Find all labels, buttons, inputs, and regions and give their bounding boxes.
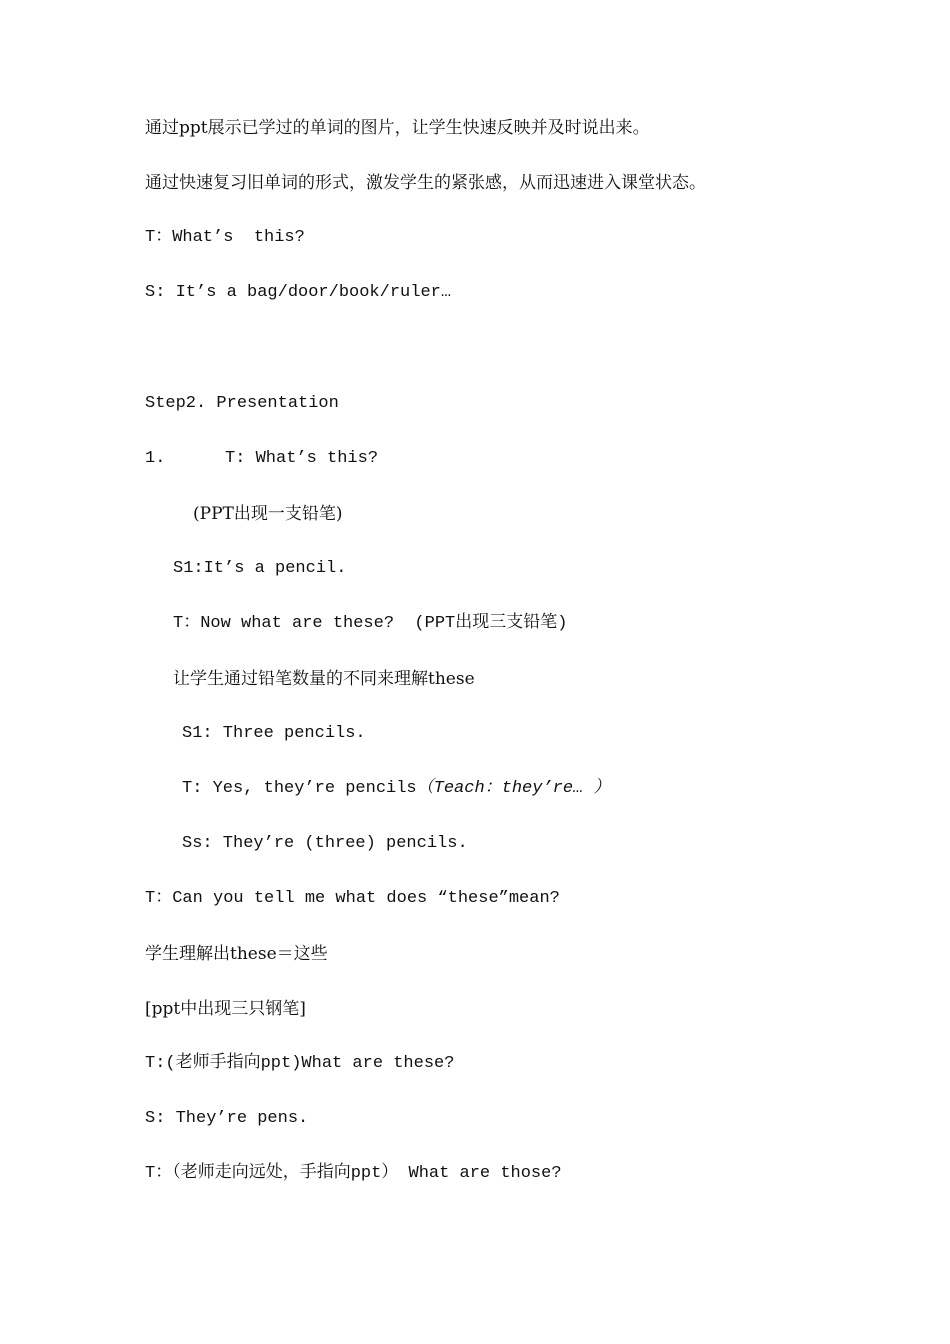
dialogue-s1-its-a-pencil: S1:It’s a pencil. <box>173 559 347 578</box>
dialogue-teacher-yes-pencils <box>182 778 610 800</box>
dialogue-teacher-points-what-are-these: T:(老师手指向ppt)What are these? <box>145 1054 455 1073</box>
section-heading-step2: Step2. Presentation <box>145 394 339 413</box>
dialogue-teacher-what-does-these-mean: T：Can you tell me what does “these”mean? <box>145 889 560 908</box>
list-item-1 <box>145 448 378 470</box>
teach-note: （Teach：they’re… ） <box>416 779 611 798</box>
dialogue-teacher-yes-pencils-main: T: Yes, they’re pencils <box>182 779 417 798</box>
dialogue-s1-three-pencils: S1: Three pencils. <box>182 724 366 743</box>
dialogue-teacher-what-are-these: T：Now what are these? (PPT出现三支铅笔) <box>173 614 568 633</box>
dialogue-students-theyre-pencils: Ss: They’re (three) pencils. <box>182 834 468 853</box>
note-ppt-three-pens: [ppt中出现三只钢笔] <box>145 999 306 1019</box>
note-ppt-one-pencil: (PPT出现一支铅笔) <box>193 504 343 524</box>
paragraph-ppt-review: 通过ppt展示已学过的单词的图片，让学生快速反映并及时说出来。 <box>145 118 650 138</box>
dialogue-teacher-what-are-those: T：（老师走向远处，手指向ppt） What are those? <box>145 1164 562 1183</box>
dialogue-student-theyre-pens: S: They’re pens. <box>145 1109 309 1128</box>
paragraph-review-purpose: 通过快速复习旧单词的形式，激发学生的紧张感，从而迅速进入课堂状态。 <box>145 173 706 193</box>
note-these-meaning: 学生理解出these＝这些 <box>145 944 328 964</box>
dialogue-student-its-a: S: It’s a bag/door/book/ruler… <box>145 283 452 302</box>
note-understand-these: 让学生通过铅笔数量的不同来理解these <box>173 669 475 689</box>
dialogue-teacher-whats-this: T：What’s this? <box>145 228 305 247</box>
dialogue-teacher-whats-this-2: T: What’s this? <box>225 449 379 468</box>
list-item-number: 1. <box>145 449 166 468</box>
